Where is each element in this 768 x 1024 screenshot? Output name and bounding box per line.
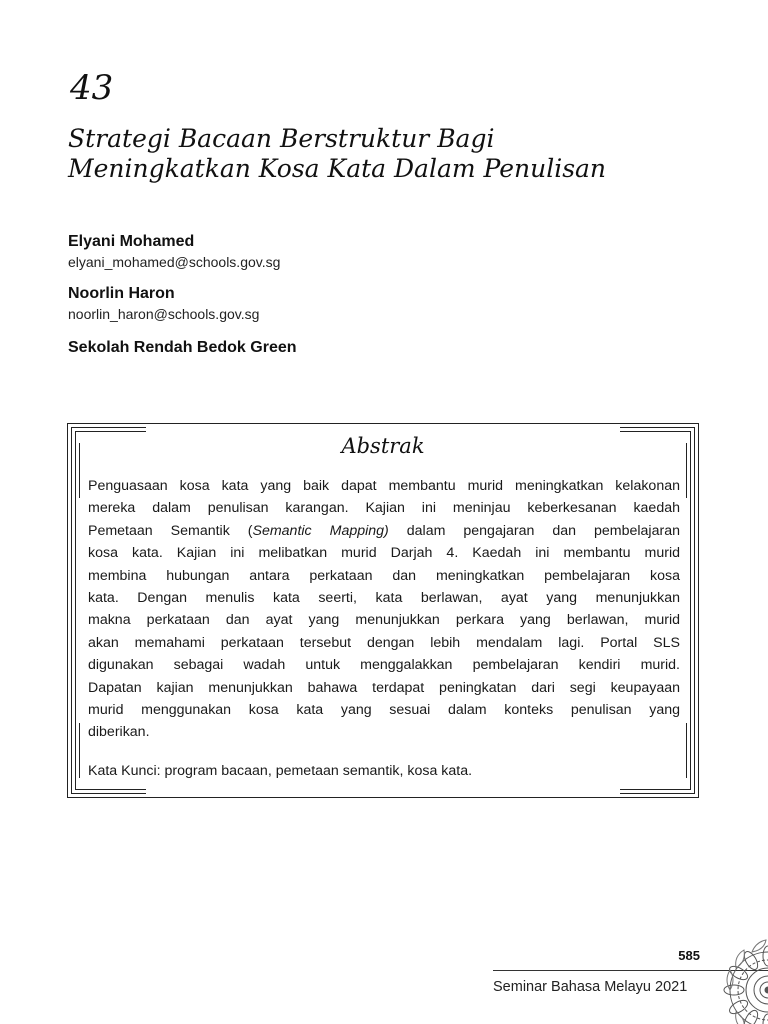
paper-title [68, 124, 728, 184]
abstract-line: Dapatan kajian menunjukkan bahawa terdapat peningkatan dari segi keupayaan [88, 679, 680, 696]
school-name: Sekolah Rendah Bedok Green [68, 339, 297, 356]
frame-bottom-deco-left-1 [71, 793, 146, 794]
title-line-1: Strategi Bacaan Berstruktur Bagi [68, 124, 495, 153]
mandala-ornament-icon [690, 930, 768, 1024]
abstract-line: diberikan. [88, 724, 150, 741]
frame-bottom-deco-right-2 [620, 789, 691, 790]
abstract-line: membina hubungan antara perkataan dan meningkatkan pembelajaran kosa [88, 567, 680, 584]
chapter-number: 43 [70, 68, 114, 108]
abstract-line: digunakan sebagai wadah untuk menggalakkan pembelajaran kendiri murid. [88, 657, 680, 674]
abstract-line: kata. Dengan menulis kata seerti, kata berlawan, ayat yang menunjukkan [88, 590, 680, 607]
abstract-line: kosa kata. Kajian ini melibatkan murid Darjah 4. Kaedah ini membantu murid [88, 545, 680, 562]
abstract-line: murid menggunakan kosa kata yang sesuai dalam konteks penulisan yang [88, 702, 680, 719]
abstract-line: Penguasaan kosa kata yang baik dapat membantu murid meningkatkan kelakonan [88, 478, 680, 494]
abstract-heading: Abstrak [341, 434, 425, 458]
footer-text: Seminar Bahasa Melayu 2021 [493, 979, 688, 995]
abstract-box [67, 423, 699, 798]
semantic-mapping-term: Semantic Mapping) [252, 522, 389, 539]
author-name-2: Noorlin Haron [68, 285, 175, 302]
frame-top-deco-left-1 [71, 427, 146, 428]
abstract-line: makna perkataan dan ayat yang menunjukkan perkara yang berlawan, murid [88, 612, 680, 629]
abstract-line: mereka dalam penulisan karangan. Kajian ini meninjau keberkesanan kaedah [88, 500, 680, 517]
keywords: Kata Kunci: program bacaan, pemetaan semantik, kosa kata. [88, 763, 473, 779]
frame-right-outer [698, 423, 699, 798]
abstract-line: akan memahami perkataan tersebut dengan lebih mendalam lagi. Portal SLS [88, 634, 680, 651]
frame-left-deco-2 [75, 431, 76, 790]
abstract-line [88, 520, 680, 542]
frame-top-outer [67, 423, 699, 424]
frame-right-deco-4 [686, 723, 687, 778]
frame-left-deco-4 [79, 723, 80, 778]
frame-right-deco-2 [690, 431, 691, 790]
abstract-line-part: dalam pengajaran dan pembelajaran [388, 522, 680, 539]
frame-left-deco-1 [71, 427, 72, 794]
author-email-1[interactable]: elyani_mohamed@schools.gov.sg [68, 254, 281, 270]
abstract-body [88, 475, 680, 744]
frame-top-deco-right-1 [620, 427, 695, 428]
frame-bottom-deco-left-2 [75, 789, 146, 790]
title-line-2: Meningkatkan Kosa Kata Dalam Penulisan [68, 154, 607, 183]
author-email-2[interactable]: noorlin_haron@schools.gov.sg [68, 306, 260, 322]
frame-left-outer [67, 423, 68, 798]
frame-bottom-deco-right-1 [620, 793, 695, 794]
frame-bottom-outer [67, 797, 699, 798]
page-number: 585 [678, 948, 700, 963]
abstract-line-part: Pemetaan Semantik ( [88, 522, 253, 539]
frame-right-deco-1 [694, 427, 695, 794]
author-name-1: Elyani Mohamed [68, 233, 195, 250]
